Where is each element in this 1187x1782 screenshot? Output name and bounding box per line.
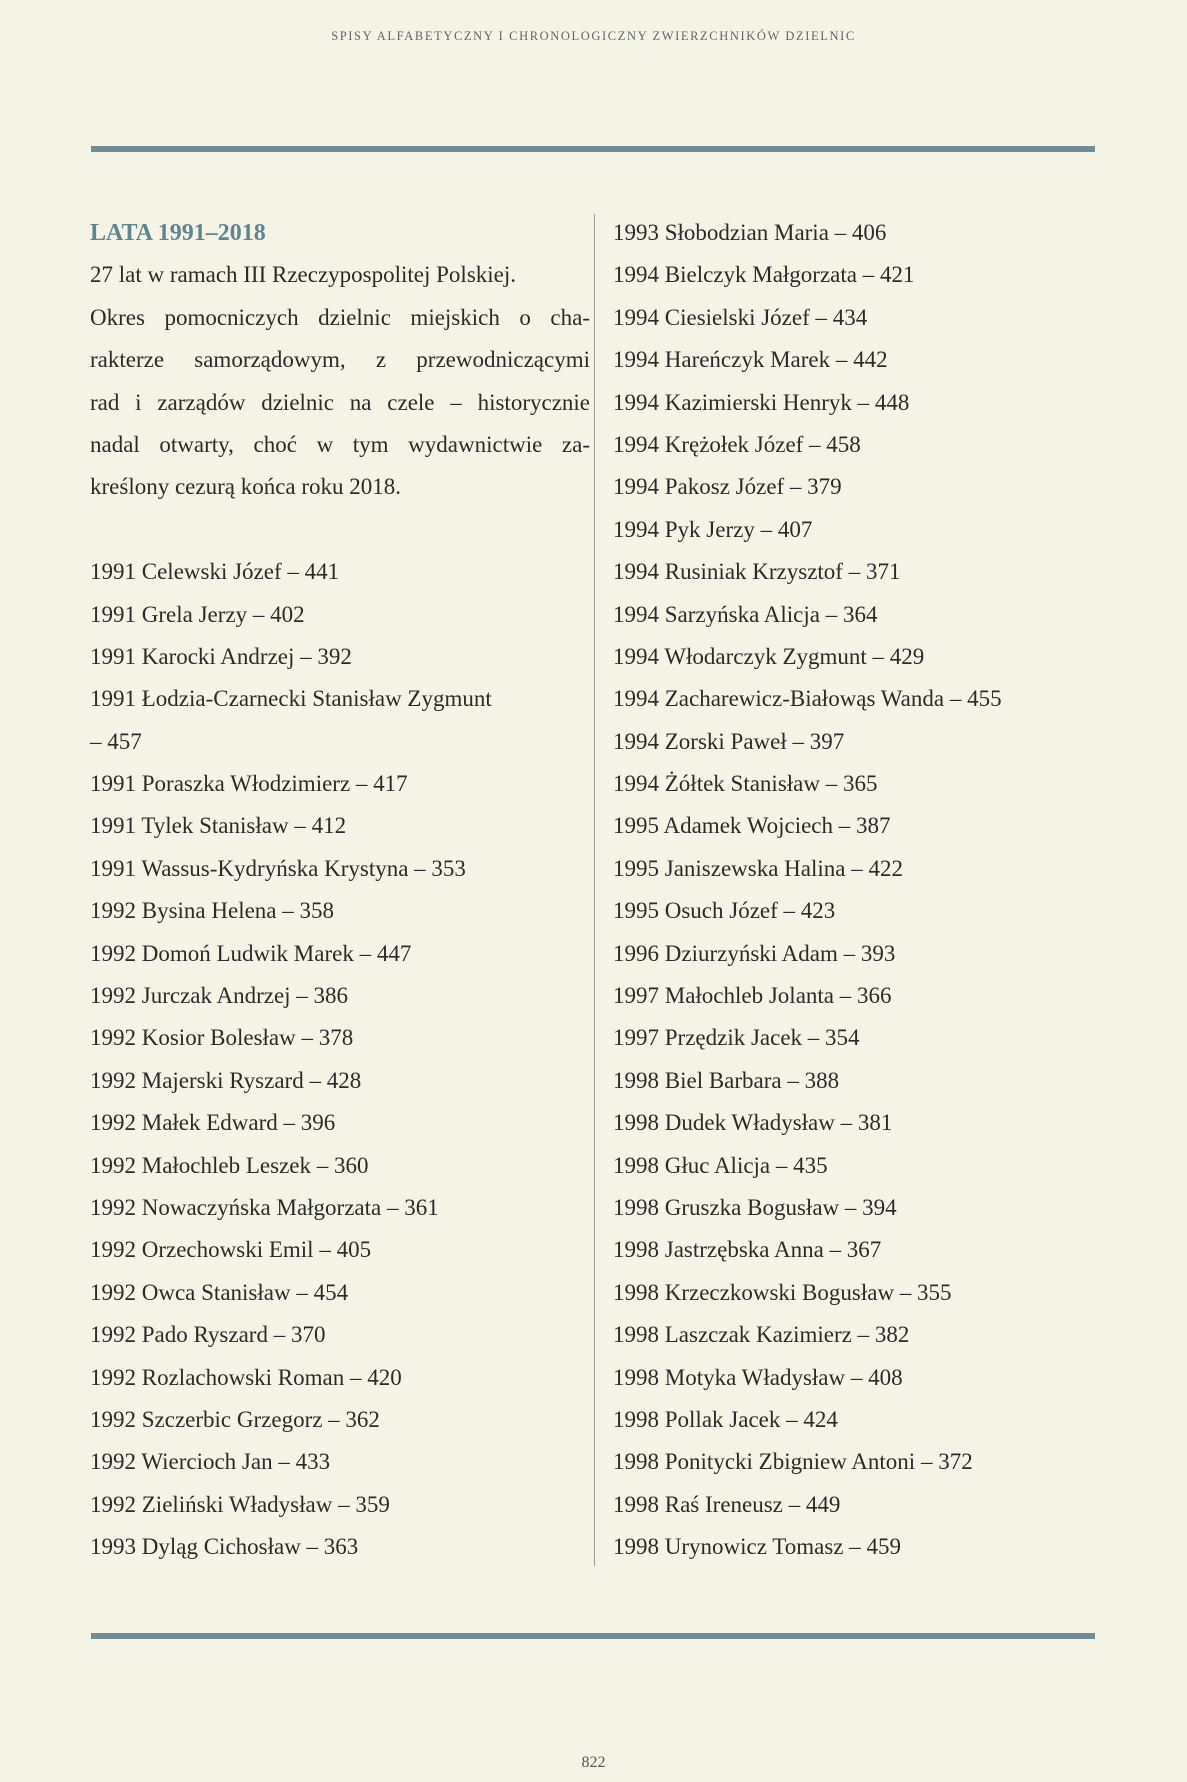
intro-line: 27 lat w ramach III Rzeczypospolitej Polskiej. [90,262,517,288]
list-item: 1998 Laszczak Kazimierz – 382 [613,1322,910,1348]
list-item: 1998 Krzeczkowski Bogusław – 355 [613,1279,952,1305]
list-item: 1992 Majerski Ryszard – 428 [90,1067,362,1093]
list-item: 1994 Hareńczyk Marek – 442 [613,347,888,373]
list-item: 1994 Żółtek Stanisław – 365 [613,771,878,797]
right-column [613,212,1083,1569]
right-entry-list [613,212,1083,1569]
list-item: 1997 Małochleb Jolanta – 366 [613,983,892,1009]
list-item: 1992 Domoń Ludwik Marek – 447 [90,940,412,966]
list-item: 1992 Rozlachowski Roman – 420 [90,1364,402,1390]
list-item: 1994 Krężołek Józef – 458 [613,431,861,457]
list-item: 1991 Karocki Andrzej – 392 [90,643,352,669]
top-rule [91,146,1095,152]
list-item: 1995 Adamek Wojciech – 387 [613,813,891,839]
intro-line: nadal otwarty, choć w tym wydawnictwie za- [90,431,590,457]
list-item: 1991 Wassus-Kydryńska Krystyna – 353 [90,855,466,881]
list-item: 1991 Tylek Stanisław – 412 [90,813,347,839]
list-item: 1995 Osuch Józef – 423 [613,898,836,924]
column-divider [594,214,595,1566]
list-item: 1994 Zorski Paweł – 397 [613,728,845,754]
bottom-rule [91,1633,1095,1639]
intro-line: rad i zarządów dzielnic na czele – historycznie [90,389,590,415]
list-item: 1998 Gruszka Bogusław – 394 [613,1194,897,1220]
list-item: 1992 Szczerbic Grzegorz – 362 [90,1406,380,1432]
list-item: 1994 Kazimierski Henryk – 448 [613,389,910,415]
list-item: 1992 Pado Ryszard – 370 [90,1322,326,1348]
list-item: 1992 Wiercioch Jan – 433 [90,1449,331,1475]
list-item: 1992 Małochleb Leszek – 360 [90,1152,369,1178]
list-item: 1992 Nowaczyńska Małgorzata – 361 [90,1194,439,1220]
list-item: 1998 Pollak Jacek – 424 [613,1406,838,1432]
left-entry-list [90,551,590,1568]
list-item: 1995 Janiszewska Halina – 422 [613,855,903,881]
list-item: – 457 [90,728,142,754]
list-item: 1992 Jurczak Andrzej – 386 [90,983,349,1009]
list-item: 1992 Kosior Bolesław – 378 [90,1025,354,1051]
list-item: 1994 Rusiniak Krzysztof – 371 [613,559,901,585]
list-item: 1994 Włodarczyk Zygmunt – 429 [613,643,925,669]
intro-line: rakterze samorządowym, z przewodniczącymi [90,347,590,373]
list-item: 1991 Grela Jerzy – 402 [90,601,305,627]
list-item: 1994 Pyk Jerzy – 407 [613,516,813,542]
list-item: 1994 Ciesielski Józef – 434 [613,304,868,330]
list-item: 1994 Zacharewicz-Białowąs Wanda – 455 [613,686,1002,712]
list-item: 1997 Przędzik Jacek – 354 [613,1025,860,1051]
list-item: 1998 Dudek Władysław – 381 [613,1110,893,1136]
list-item: 1994 Bielczyk Małgorzata – 421 [613,262,915,288]
list-item: 1998 Głuc Alicja – 435 [613,1152,828,1178]
list-item: 1991 Poraszka Włodzimierz – 417 [90,771,408,797]
left-column [90,212,590,1569]
list-item: 1998 Raś Ireneusz – 449 [613,1491,841,1517]
list-item: 1992 Małek Edward – 396 [90,1110,336,1136]
list-item: 1998 Motyka Władysław – 408 [613,1364,903,1390]
list-item: 1993 Dyląg Cichosław – 363 [90,1534,359,1560]
list-item: 1998 Biel Barbara – 388 [613,1067,840,1093]
intro-line: kreślony cezurą końca roku 2018. [90,474,402,500]
page-number: 822 [581,1754,606,1771]
list-item: 1992 Zieliński Władysław – 359 [90,1491,390,1517]
list-item: 1991 Łodzia-Czarnecki Stanisław Zygmunt [90,686,492,712]
section-title: LATA 1991–2018 [90,220,266,246]
list-item: 1992 Orzechowski Emil – 405 [90,1237,372,1263]
list-item: 1996 Dziurzyński Adam – 393 [613,940,896,966]
list-item: 1992 Owca Stanisław – 454 [90,1279,349,1305]
running-header: SPISY ALFABETYCZNY I CHRONOLOGICZNY ZWIERZCHNIKÓW DZIELNIC [331,29,856,43]
list-item: 1992 Bysina Helena – 358 [90,898,335,924]
list-item: 1994 Sarzyńska Alicja – 364 [613,601,878,627]
list-item: 1991 Celewski Józef – 441 [90,559,340,585]
paragraph-spacer [90,509,590,551]
list-item: 1998 Urynowicz Tomasz – 459 [613,1534,901,1560]
intro-line: Okres pomocniczych dzielnic miejskich o cha- [90,304,590,330]
list-item: 1998 Jastrzębska Anna – 367 [613,1237,882,1263]
list-item: 1993 Słobodzian Maria – 406 [613,220,887,245]
list-item: 1998 Ponitycki Zbigniew Antoni – 372 [613,1449,973,1475]
list-item: 1994 Pakosz Józef – 379 [613,474,842,500]
